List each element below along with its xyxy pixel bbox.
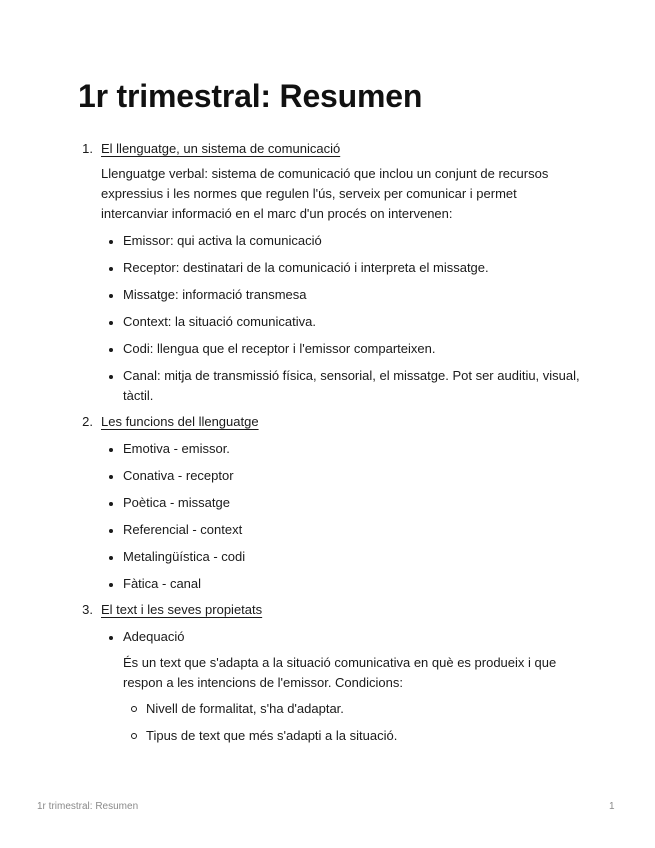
- bullet-icon: [109, 240, 113, 244]
- section-heading-link[interactable]: El text i les seves propietats: [101, 602, 263, 617]
- footer-title: 1r trimestral: Resumen: [37, 801, 139, 812]
- bullet-icon: [109, 375, 113, 379]
- list-item-continuation: tàctil.: [123, 388, 154, 403]
- bullet-icon: [109, 502, 113, 506]
- bullet-icon: [109, 583, 113, 587]
- list-item: Missatge: informació transmesa: [123, 287, 307, 302]
- bullet-icon: [109, 529, 113, 533]
- list-item: Emissor: qui activa la comunicació: [123, 233, 322, 248]
- section-number: 1.: [82, 141, 93, 156]
- circle-bullet-icon: [131, 733, 137, 739]
- list-item: Conativa - receptor: [123, 468, 234, 483]
- bullet-icon: [109, 294, 113, 298]
- section-heading-link[interactable]: Les funcions del llenguatge: [101, 414, 259, 429]
- paragraph-line: respon a les intencions de l'emissor. Condicions:: [123, 675, 403, 690]
- paragraph-line: intercanviar informació en el marc d'un procés on intervenen:: [101, 206, 453, 221]
- section-heading-link[interactable]: El llenguatge, un sistema de comunicació: [101, 141, 341, 156]
- list-item: Fàtica - canal: [123, 576, 202, 591]
- bullet-icon: [109, 348, 113, 352]
- paragraph-line: Llenguatge verbal: sistema de comunicació que inclou un conjunt de recursos: [101, 166, 549, 181]
- list-item: Poètica - missatge: [123, 495, 230, 510]
- list-item: Referencial - context: [123, 522, 243, 537]
- list-item: Emotiva - emissor.: [123, 441, 230, 456]
- section-number: 3.: [82, 602, 93, 617]
- list-item: Adequació: [123, 629, 185, 644]
- bullet-icon: [109, 267, 113, 271]
- bullet-icon: [109, 448, 113, 452]
- sub-list-item: Tipus de text que més s'adapti a la situació.: [146, 728, 398, 743]
- bullet-icon: [109, 636, 113, 640]
- circle-bullet-icon: [131, 706, 137, 712]
- section-number: 2.: [82, 414, 93, 429]
- sub-list-item: Nivell de formalitat, s'ha d'adaptar.: [146, 701, 344, 716]
- list-item: Context: la situació comunicativa.: [123, 314, 316, 329]
- bullet-icon: [109, 475, 113, 479]
- list-item: Canal: mitja de transmissió física, sensorial, el missatge. Pot ser auditiu, visual,: [123, 368, 580, 383]
- paragraph-line: És un text que s'adapta a la situació comunicativa en què es produeix i que: [123, 655, 557, 670]
- list-item: Receptor: destinatari de la comunicació i interpreta el missatge.: [123, 260, 489, 275]
- bullet-icon: [109, 321, 113, 325]
- paragraph-line: expressius i les normes que regulen l'ús, serveix per comunicar i permet: [101, 186, 517, 201]
- list-item: Metalingüística - codi: [123, 549, 246, 564]
- page-title: 1r trimestral: Resumen: [78, 78, 423, 114]
- list-item: Codi: llengua que el receptor i l'emissor comparteixen.: [123, 341, 436, 356]
- bullet-icon: [109, 556, 113, 560]
- page-number: 1: [609, 801, 615, 812]
